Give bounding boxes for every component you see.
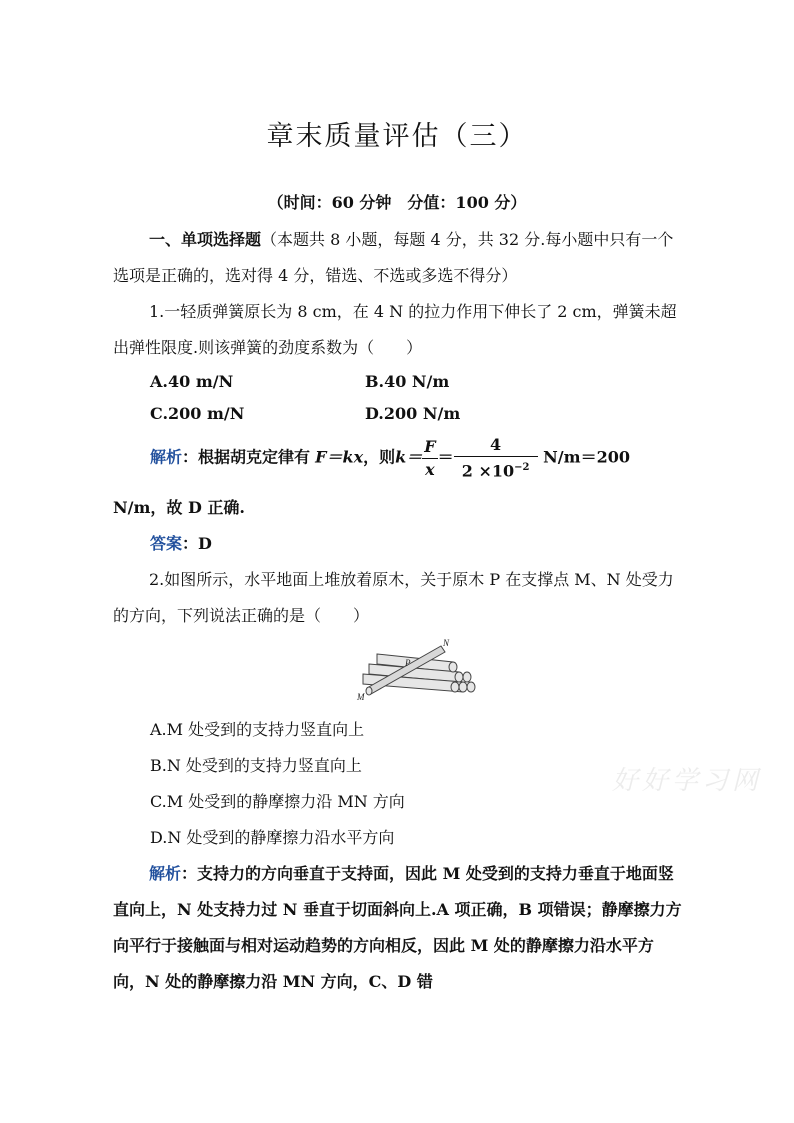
q2-option-b: B.N 处受到的支持力竖直向上: [150, 756, 362, 775]
equals-sign: ＝: [437, 447, 454, 467]
fraction-denominator: [454, 457, 538, 482]
log-end-4: [451, 682, 459, 692]
denominator-base: 2 ×10: [461, 461, 515, 481]
log-end-3: [463, 672, 471, 682]
page-title: 章末质量评估（三）: [266, 121, 528, 152]
section-one-instructions: [113, 222, 683, 294]
q1-analysis-line-1: [150, 434, 690, 482]
analysis-text: ：支持力的方向垂直于支持面，因此 M 处受到的支持力垂直于地面竖直向上，N 处支持力过 N 垂直于切面斜向上.A 项正确，B 项错误；静摩擦力方向平行于接触面与相对运动趋势的方向相反，因此 M 处的静摩擦力沿水平方向，N 处的静摩擦力沿 MN 方向，C、D 错: [113, 864, 682, 991]
label-n: N: [443, 638, 450, 648]
fraction-denominator-x: x: [425, 459, 435, 479]
q1-analysis-line-2: N/m，故 D 正确.: [113, 498, 245, 517]
fraction-numerator-f: F: [422, 436, 437, 459]
analysis-label: 解析: [149, 864, 182, 883]
section-heading: 一、单项选择题: [149, 230, 262, 249]
q2-analysis: [113, 856, 683, 1000]
formula-hookes-law: F＝kx: [315, 447, 364, 467]
q1-option-a: A.40 m/N: [150, 372, 234, 391]
section-description: （本题共 8 小题，每题 4 分，共 32 分.每小题中只有一个选项是正确的，选对得 4 分，错选、不选或多选不得分）: [113, 230, 674, 285]
label-m: M: [357, 692, 365, 702]
fraction-f-over-x: [422, 436, 437, 481]
q1-option-d: D.200 N/m: [365, 404, 461, 423]
logs-figure: [355, 634, 480, 704]
formula-k: k＝: [395, 447, 423, 467]
log-end-2: [455, 672, 463, 682]
fraction-numeric: [454, 434, 538, 482]
analysis-lead-text: ：根据胡克定律有: [182, 447, 311, 467]
log-end-5: [459, 682, 467, 692]
log-end-6: [467, 682, 475, 692]
analysis-result: N/m＝200: [537, 447, 630, 467]
q1-option-b: B.40 N/m: [365, 372, 450, 391]
label-p: P: [405, 658, 411, 668]
watermark: 好好学习网: [612, 766, 763, 796]
analysis-connector: ，则: [363, 447, 396, 467]
analysis-label: 解析: [150, 447, 183, 467]
q2-option-c: C.M 处受到的静摩擦力沿 MN 方向: [150, 792, 405, 811]
denominator-exponent: −2: [514, 462, 530, 473]
q1-answer: [150, 526, 720, 562]
q1-option-c: C.200 m/N: [150, 404, 245, 423]
answer-value: ：D: [182, 534, 212, 553]
q2-option-d: D.N 处受到的静摩擦力沿水平方向: [150, 828, 395, 847]
log-end-1: [449, 662, 457, 672]
q2-option-a: A.M 处受到的支持力竖直向上: [150, 720, 365, 739]
answer-label: 答案: [150, 534, 183, 553]
fraction-numerator-4: 4: [454, 434, 538, 457]
exam-info: （时间：60 分钟 分值：100 分）: [267, 193, 527, 212]
log-p-end: [366, 687, 372, 695]
question-1-stem: 1.一轻质弹簧原长为 8 cm，在 4 N 的拉力作用下伸长了 2 cm，弹簧未超出弹性限度.则该弹簧的劲度系数为（ ）: [113, 302, 677, 357]
question-2-stem: 2.如图所示，水平地面上堆放着原木，关于原木 P 在支撑点 M、N 处受力的方向，下列说法正确的是（ ）: [113, 570, 674, 625]
